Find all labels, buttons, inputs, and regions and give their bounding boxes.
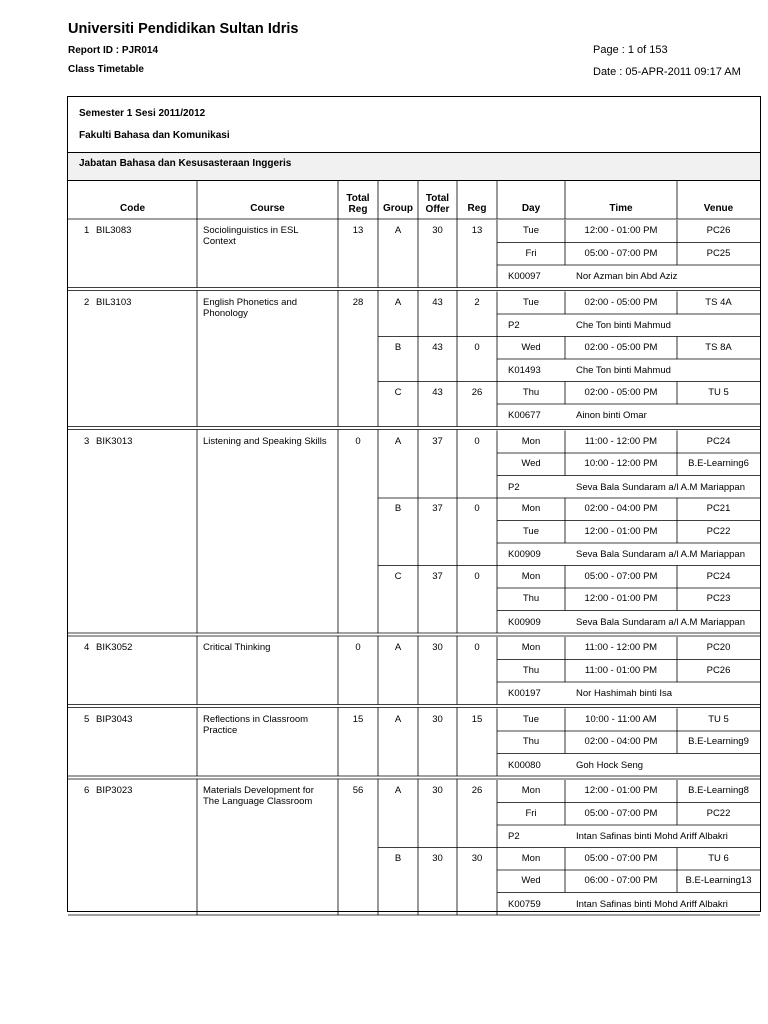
total-offer-cell: 37 <box>432 570 443 582</box>
reg-cell: 26 <box>471 386 483 398</box>
venue-cell: PC24 <box>706 570 731 582</box>
venue-cell: B.E-Learning8 <box>688 785 749 796</box>
time-cell: 02:00 - 05:00 PM <box>584 386 658 398</box>
header-total-offer-line2: Offer <box>425 204 450 215</box>
time-cell: 11:00 - 12:00 PM <box>584 435 658 447</box>
venue-cell: TU 5 <box>708 713 729 725</box>
group-cell: A <box>394 642 402 653</box>
day-cell: Wed <box>521 458 541 469</box>
row-number: 6 <box>84 785 90 796</box>
venue-cell: PC23 <box>706 593 731 604</box>
day-cell: Mon <box>521 852 541 864</box>
lecturer-name: Goh Hock Seng <box>576 759 644 771</box>
header-code: Code <box>120 203 145 214</box>
semester-label: Semester 1 Sesi 2011/2012 <box>79 108 206 119</box>
day-cell: Mon <box>521 642 541 653</box>
lecturer-name: Che Ton binti Mahmud <box>576 320 671 331</box>
venue-cell: PC26 <box>706 664 731 676</box>
time-cell: 05:00 - 07:00 PM <box>584 807 658 819</box>
total-offer-cell: 43 <box>432 386 443 398</box>
total-reg-cell: 28 <box>352 296 364 308</box>
course-code: BIK3013 <box>96 435 133 447</box>
day-cell: Tue <box>522 525 540 537</box>
venue-cell: PC26 <box>706 225 731 236</box>
total-offer-cell: 30 <box>432 642 443 653</box>
time-cell: 11:00 - 12:00 PM <box>584 642 658 653</box>
time-cell: 12:00 - 01:00 PM <box>584 785 658 796</box>
header-reg: Reg <box>467 203 487 214</box>
page-indicator: Page : 1 of 153 <box>593 44 668 56</box>
lecturer-name: Nor Azman bin Abd Aziz <box>576 271 678 282</box>
day-cell: Thu <box>522 593 540 604</box>
time-cell: 12:00 - 01:00 PM <box>584 225 658 236</box>
venue-cell: PC24 <box>706 435 731 447</box>
course-name: Reflections in Classroom Practice <box>203 713 309 736</box>
lecturer-name: Intan Safinas binti Mohd Ariff Albakri <box>576 898 728 910</box>
course-code: BIP3023 <box>96 785 133 796</box>
row-number: 5 <box>84 713 90 725</box>
time-cell: 12:00 - 01:00 PM <box>584 593 658 604</box>
lecturer-name: Intan Safinas binti Mohd Ariff Albakri <box>576 831 728 842</box>
header-venue: Venue <box>703 203 734 214</box>
time-cell: 06:00 - 07:00 PM <box>584 875 658 886</box>
total-reg-cell: 0 <box>355 642 361 653</box>
total-offer-cell: 43 <box>432 296 443 308</box>
reg-cell: 0 <box>474 503 480 514</box>
time-cell: 11:00 - 01:00 PM <box>584 664 658 676</box>
lecturer-id: P2 <box>508 831 520 842</box>
department-label: Jabatan Bahasa dan Kesusasteraan Inggeris <box>79 158 292 169</box>
time-cell: 05:00 - 07:00 PM <box>584 247 658 259</box>
row-number: 2 <box>84 296 90 308</box>
header-group: Group <box>383 203 413 214</box>
course-name: Critical Thinking <box>203 642 271 653</box>
time-cell: 02:00 - 05:00 PM <box>584 341 658 353</box>
reg-cell: 26 <box>471 785 483 796</box>
lecturer-id: K00909 <box>508 616 541 628</box>
row-number: 4 <box>84 642 90 653</box>
venue-cell: PC22 <box>706 807 731 819</box>
reg-cell: 2 <box>474 296 480 308</box>
lecturer-id: K01493 <box>508 365 541 376</box>
venue-cell: TS 4A <box>705 296 732 308</box>
header-total-reg-line1: Total <box>346 193 370 204</box>
day-cell: Mon <box>521 503 541 514</box>
lecturer-name: Seva Bala Sundaram a/l A.M Mariappan <box>576 616 745 628</box>
lecturer-name: Che Ton binti Mahmud <box>576 365 671 376</box>
course-code: BIL3103 <box>96 296 132 308</box>
faculty-label: Fakulti Bahasa dan Komunikasi <box>79 130 230 141</box>
total-offer-cell: 30 <box>432 225 443 236</box>
day-cell: Mon <box>521 435 541 447</box>
lecturer-id: K00080 <box>508 759 541 771</box>
group-cell: A <box>394 435 402 447</box>
lecturer-id: K00759 <box>508 898 541 910</box>
reg-cell: 15 <box>471 713 483 725</box>
reg-cell: 0 <box>474 642 480 653</box>
reg-cell: 0 <box>474 435 480 447</box>
venue-cell: TU 5 <box>708 386 729 398</box>
total-offer-cell: 43 <box>432 341 443 353</box>
reg-cell: 0 <box>474 341 480 353</box>
venue-cell: B.E-Learning6 <box>688 458 749 469</box>
lecturer-name: Seva Bala Sundaram a/l A.M Mariappan <box>576 481 745 493</box>
time-cell: 05:00 - 07:00 PM <box>584 570 658 582</box>
lecturer-id: K00677 <box>508 410 541 421</box>
header-total-offer-line1: Total <box>425 193 450 204</box>
header-total-reg-line2: Reg <box>348 204 368 215</box>
total-offer-cell: 37 <box>432 503 443 514</box>
course-name: Materials Development for The Language Classroom <box>203 785 314 807</box>
venue-cell: PC22 <box>706 525 731 537</box>
course-name: Listening and Speaking Skills <box>203 435 327 447</box>
header-course: Course <box>250 203 285 214</box>
course-name: English Phonetics and Phonology <box>203 296 298 319</box>
day-cell: Wed <box>521 341 541 353</box>
day-cell: Tue <box>522 296 540 308</box>
group-cell: A <box>394 785 402 796</box>
group-cell: C <box>394 386 402 398</box>
lecturer-name: Nor Hashimah binti Isa <box>576 688 673 699</box>
group-cell: A <box>394 225 402 236</box>
venue-cell: TS 8A <box>705 341 732 353</box>
group-cell: B <box>394 341 402 353</box>
venue-cell: PC21 <box>706 503 731 514</box>
day-cell: Fri <box>525 247 537 259</box>
day-cell: Thu <box>522 386 540 398</box>
venue-cell: PC25 <box>706 247 731 259</box>
total-reg-cell: 13 <box>352 225 364 236</box>
group-cell: B <box>394 503 402 514</box>
day-cell: Mon <box>521 570 541 582</box>
report-id: Report ID : PJR014 <box>68 45 159 56</box>
lecturer-name: Ainon binti Omar <box>576 410 647 421</box>
time-cell: 10:00 - 12:00 PM <box>584 458 658 469</box>
time-cell: 12:00 - 01:00 PM <box>584 525 658 537</box>
group-cell: B <box>394 852 402 864</box>
lecturer-name: Seva Bala Sundaram a/l A.M Mariappan <box>576 549 745 560</box>
university-title: Universiti Pendidikan Sultan Idris <box>68 21 299 37</box>
report-name: Class Timetable <box>68 64 144 75</box>
time-cell: 02:00 - 04:00 PM <box>584 736 658 747</box>
lecturer-id: K00197 <box>508 688 541 699</box>
header-day: Day <box>521 203 541 214</box>
group-cell: A <box>394 713 402 725</box>
day-cell: Thu <box>522 664 540 676</box>
lecturer-id: P2 <box>508 320 520 331</box>
venue-cell: TU 6 <box>708 852 729 864</box>
time-cell: 02:00 - 05:00 PM <box>584 296 658 308</box>
reg-cell: 0 <box>474 570 480 582</box>
lecturer-id: K00909 <box>508 549 541 560</box>
reg-cell: 30 <box>471 852 483 864</box>
course-code: BIP3043 <box>96 713 133 725</box>
total-offer-cell: 30 <box>432 785 443 796</box>
group-cell: C <box>394 570 402 582</box>
day-cell: Tue <box>522 713 540 725</box>
reg-cell: 13 <box>471 225 483 236</box>
time-cell: 10:00 - 11:00 AM <box>585 713 657 725</box>
header-time: Time <box>609 203 633 214</box>
total-reg-cell: 0 <box>355 435 361 447</box>
total-reg-cell: 56 <box>352 785 364 796</box>
group-cell: A <box>394 296 402 308</box>
total-offer-cell: 30 <box>432 852 443 864</box>
day-cell: Mon <box>521 785 541 796</box>
row-number: 1 <box>84 225 90 236</box>
course-code: BIK3052 <box>96 642 133 653</box>
report-date: Date : 05-APR-2011 09:17 AM <box>593 66 741 78</box>
day-cell: Thu <box>522 736 540 747</box>
day-cell: Wed <box>521 875 541 886</box>
row-number: 3 <box>84 435 90 447</box>
total-reg-cell: 15 <box>352 713 364 725</box>
time-cell: 05:00 - 07:00 PM <box>584 852 658 864</box>
day-cell: Tue <box>522 225 540 236</box>
total-offer-cell: 30 <box>432 713 443 725</box>
total-offer-cell: 37 <box>432 435 443 447</box>
venue-cell: B.E-Learning13 <box>685 875 752 886</box>
time-cell: 02:00 - 04:00 PM <box>584 503 658 514</box>
course-code: BIL3083 <box>96 225 132 236</box>
course-name: Sociolinguistics in ESL Context <box>203 225 299 247</box>
lecturer-id: P2 <box>508 481 520 493</box>
day-cell: Fri <box>525 807 537 819</box>
lecturer-id: K00097 <box>508 271 541 282</box>
venue-cell: PC20 <box>706 642 731 653</box>
venue-cell: B.E-Learning9 <box>688 736 749 747</box>
